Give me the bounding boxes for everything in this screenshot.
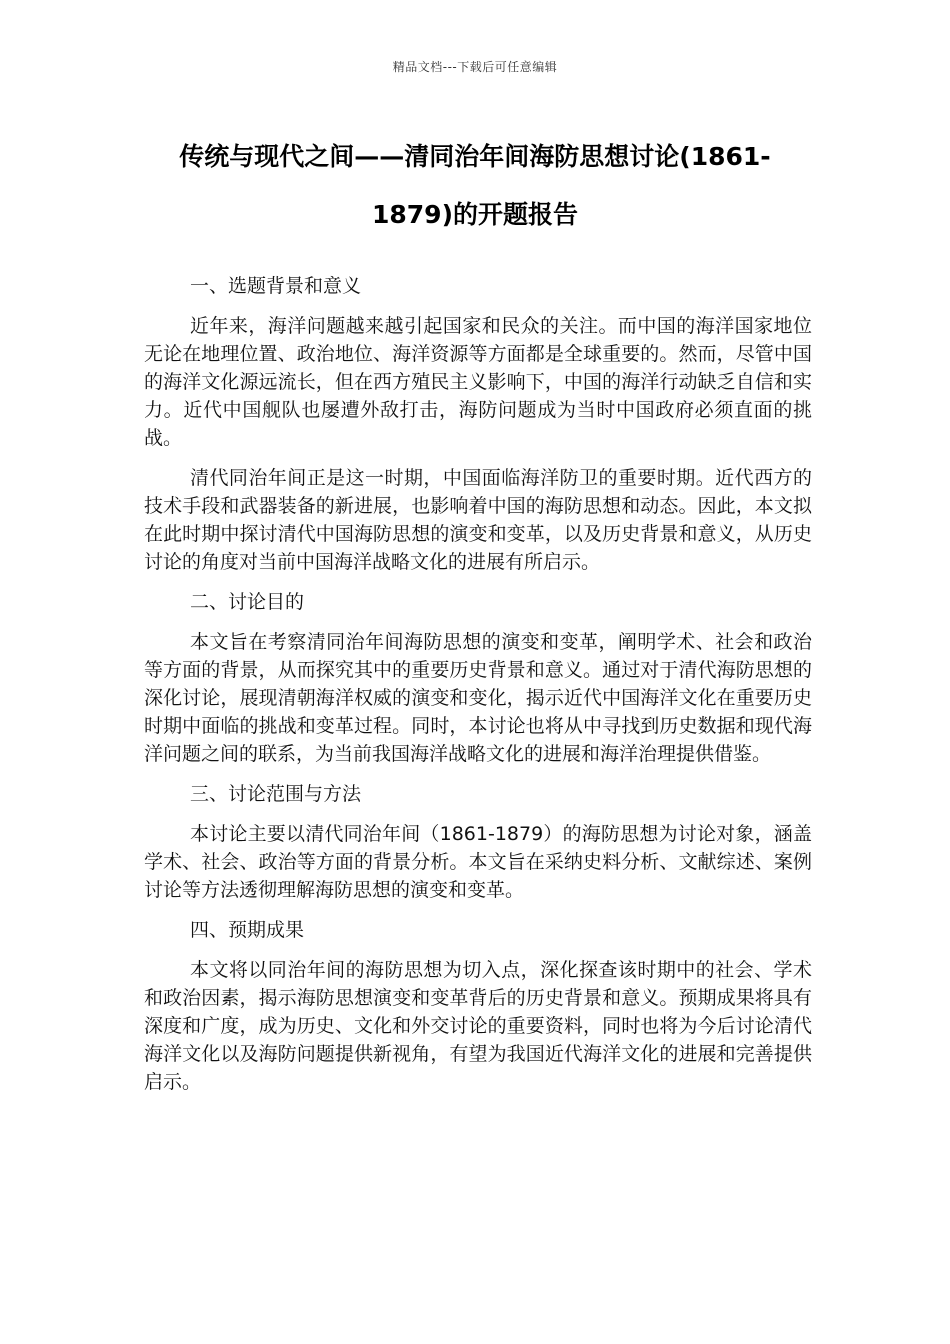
title-line-2: 1879)的开题报告 [371,200,578,229]
document-body [144,272,812,1108]
section-purpose [144,588,812,768]
section-heading: 一、选题背景和意义 [190,275,362,297]
paragraph: 本文旨在考察清同治年间海防思想的演变和变革，阐明学术、社会和政治等方面的背景，从而探究其中的重要历史背景和意义。通过对于清代海防思想的深化讨论，展现清朝海洋权威的演变和变化，揭示近代中国海洋文化在重要历史时期中面临的挑战和变革过程。同时，本讨论也将从中寻找到历史数据和现代海洋问题之间的联系，为当前我国海洋战略文化的进展和海洋治理提供借鉴。 [144,631,812,765]
section-heading: 三、讨论范围与方法 [190,783,362,805]
header-note: 精品文档---下载后可任意编辑 [392,60,558,74]
paragraph: 本文将以同治年间的海防思想为切入点，深化探查该时期中的社会、学术和政治因素，揭示海防思想演变和变革背后的历史背景和意义。预期成果将具有深度和广度，成为历史、文化和外交讨论的重要资料，同时也将为今后讨论清代海洋文化以及海防问题提供新视角，有望为我国近代海洋文化的进展和完善提供启示。 [144,959,812,1093]
section-background [144,272,812,576]
title-line-1: 传统与现代之间——清同治年间海防思想讨论(1861- [179,142,771,171]
section-heading: 四、预期成果 [190,919,305,941]
section-scope-method [144,780,812,904]
section-heading: 二、讨论目的 [190,591,305,613]
section-expected-results [144,916,812,1096]
document-title [130,128,820,244]
paragraph: 本讨论主要以清代同治年间（1861-1879）的海防思想为讨论对象，涵盖学术、社会、政治等方面的背景分析。本文旨在采纳史料分析、文献综述、案例讨论等方法透彻理解海防思想的演变和变革。 [144,823,812,901]
paragraph: 清代同治年间正是这一时期，中国面临海洋防卫的重要时期。近代西方的技术手段和武器装备的新进展，也影响着中国的海防思想和动态。因此，本文拟在此时期中探讨清代中国海防思想的演变和变革，以及历史背景和意义，从历史讨论的角度对当前中国海洋战略文化的进展有所启示。 [144,467,812,573]
paragraph: 近年来，海洋问题越来越引起国家和民众的关注。而中国的海洋国家地位无论在地理位置、政治地位、海洋资源等方面都是全球重要的。然而，尽管中国的海洋文化源远流长，但在西方殖民主义影响下，中国的海洋行动缺乏自信和实力。近代中国舰队也屡遭外敌打击，海防问题成为当时中国政府必须直面的挑战。 [144,315,812,449]
